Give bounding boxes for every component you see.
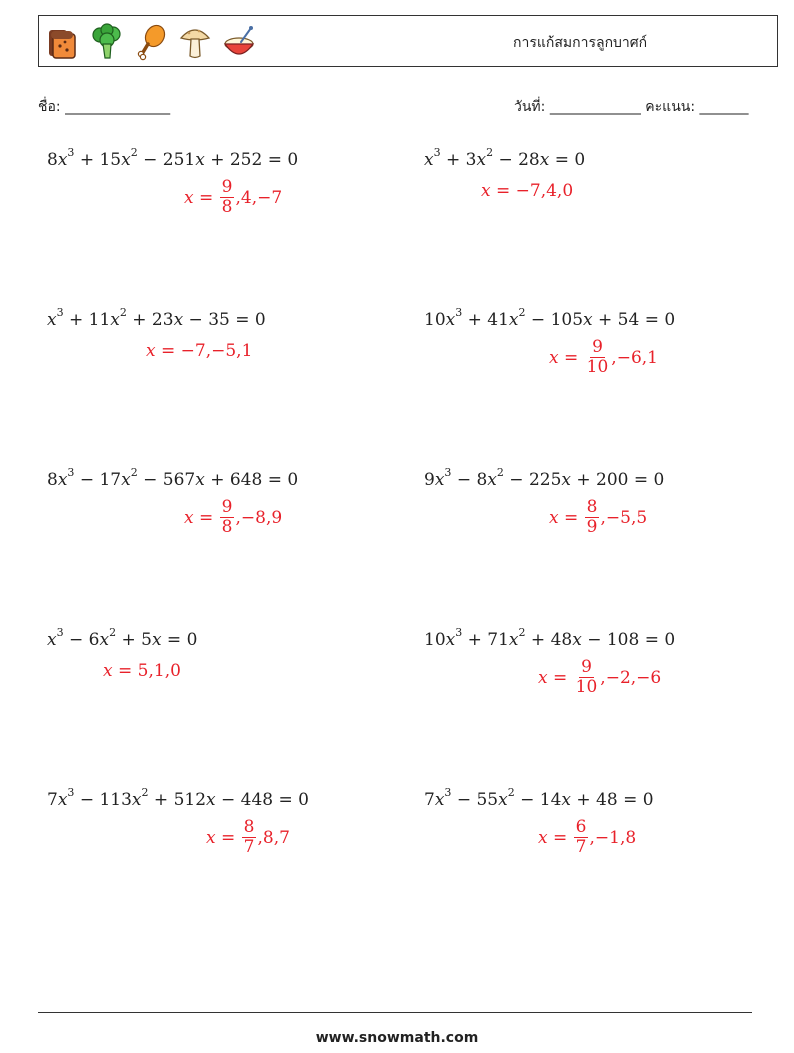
- answer: x = $\frac{9}{8}$ ,−8,9: [184, 497, 283, 537]
- worksheet-title: การแก้สมการลูกบาศก์: [513, 35, 648, 51]
- broccoli-icon: [89, 22, 125, 62]
- chicken-leg-icon: [133, 22, 169, 62]
- score-blank: _______: [699, 99, 749, 115]
- bread-icon: [45, 22, 81, 62]
- rice-bowl-icon: [221, 22, 257, 62]
- equation: $9x^3 - 8x^2 - 225x + 200 = 0$: [424, 466, 665, 490]
- date-blank: _____________: [549, 99, 641, 115]
- name-blank: _______________: [65, 99, 171, 115]
- equation: $8x^3 + 15x^2 - 251x + 252 = 0$: [47, 146, 299, 170]
- equation: $10x^3 + 71x^2 + 48x - 108 = 0$: [424, 626, 676, 650]
- answer: x = $\frac{8}{7}$ ,8,7: [206, 817, 290, 857]
- equation: $10x^3 + 41x^2 - 105x + 54 = 0$: [424, 306, 676, 330]
- footer-url[interactable]: www.snowmath.com: [315, 1030, 479, 1046]
- answer: x = −7,−5,1: [146, 341, 253, 361]
- header-box: [38, 15, 778, 67]
- name-label: ชื่อ:: [38, 99, 61, 115]
- answer: x = $\frac{6}{7}$ ,−1,8: [538, 817, 637, 857]
- answer: x = $\frac{9}{8}$ ,4,−7: [184, 177, 283, 217]
- score-label: คะแนน:: [645, 99, 696, 115]
- food-icons: [45, 22, 257, 62]
- equation: $7x^3 - 55x^2 - 14x + 48 = 0$: [424, 786, 654, 810]
- mushroom-icon: [177, 22, 213, 62]
- equation: $x^3 + 3x^2 - 28x = 0$: [424, 146, 586, 170]
- answer: x = $\frac{9}{10}$ ,−6,1: [549, 337, 658, 377]
- name-field[interactable]: [38, 96, 170, 118]
- footer-divider: [38, 1012, 752, 1013]
- equation: $x^3 - 6x^2 + 5x = 0$: [47, 626, 198, 650]
- answer: x = $\frac{9}{10}$ ,−2,−6: [538, 657, 662, 697]
- answer: x = $\frac{8}{9}$ ,−5,5: [549, 497, 648, 537]
- date-label: วันที่:: [514, 99, 546, 115]
- answer: x = 5,1,0: [103, 661, 181, 681]
- equation: $7x^3 - 113x^2 + 512x - 448 = 0$: [47, 786, 309, 810]
- equation: $8x^3 - 17x^2 - 567x + 648 = 0$: [47, 466, 299, 490]
- answer: x = −7,4,0: [481, 181, 574, 201]
- date-score-fields[interactable]: [514, 96, 749, 118]
- equation: $x^3 + 11x^2 + 23x - 35 = 0$: [47, 306, 266, 330]
